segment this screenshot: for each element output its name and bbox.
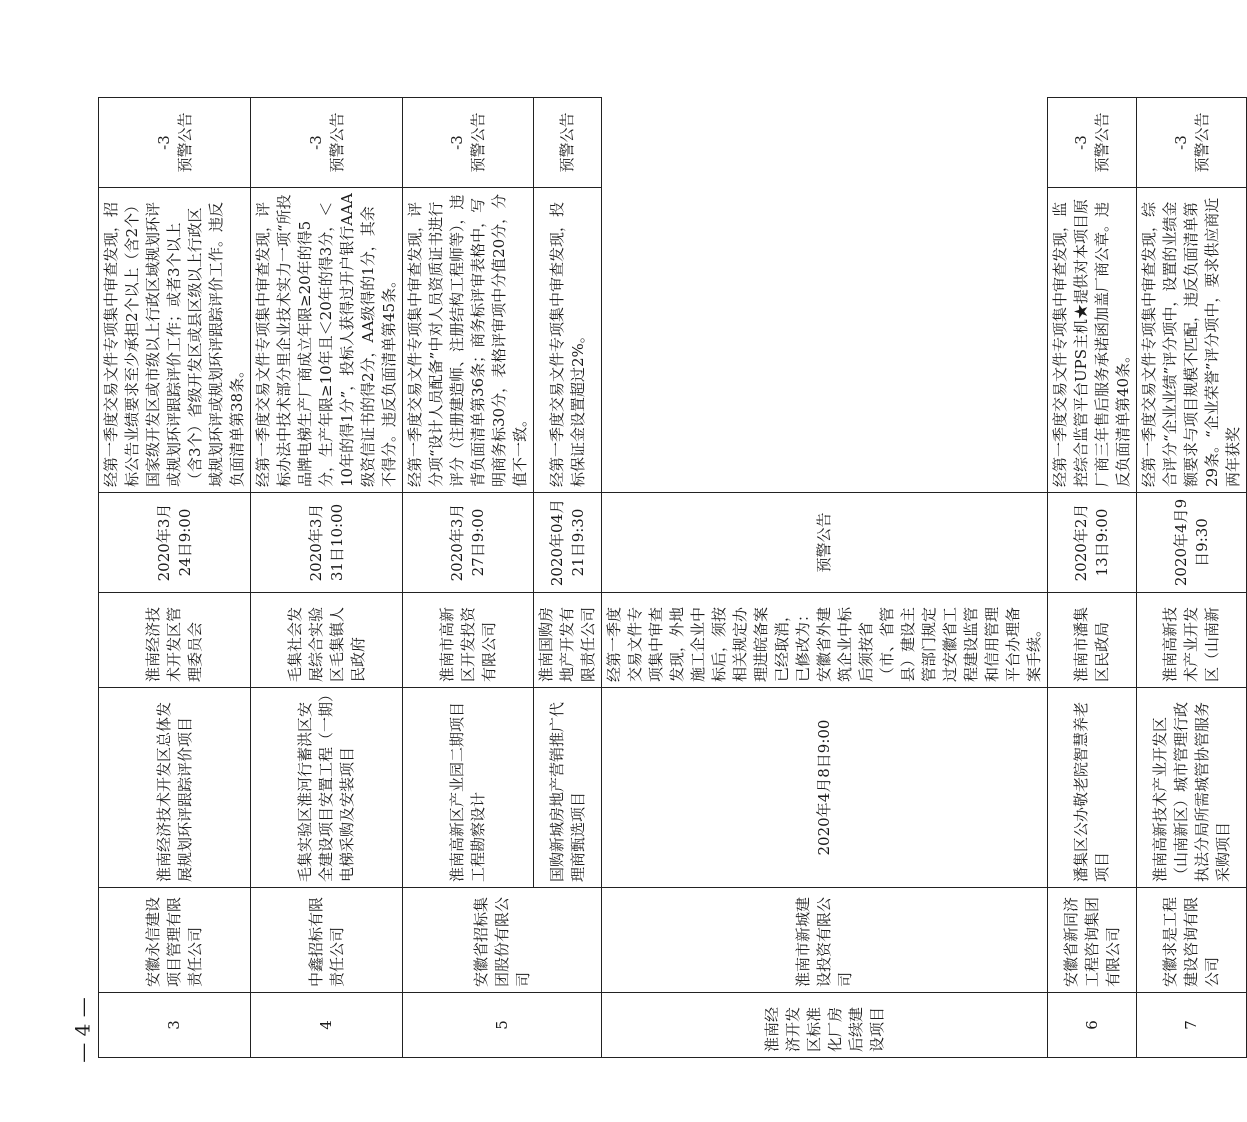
warning-table xyxy=(98,97,1247,1058)
project-owner: 淮南市新城建设投资有限公司 xyxy=(602,888,1048,993)
result-label: 预警公告 xyxy=(815,512,833,573)
result-cell xyxy=(1048,98,1137,188)
result-label: 预警公告 xyxy=(327,112,346,173)
bid-date: 2020年4月9日9:30 xyxy=(1137,493,1247,593)
table-row xyxy=(602,98,1048,1058)
bid-date: 2020年4月8日9:00 xyxy=(602,688,1048,888)
rotated-table-container xyxy=(98,98,1242,1058)
project-name: 淮南经济开发区标准化厂房后续建设项目 xyxy=(602,993,1048,1058)
result-label: 预警公告 xyxy=(558,112,576,173)
issue-description: 经第一季度交易文件专项集中审查发现，综合评分“企业业绩”评分项中，设置的业绩金额要求与项目规模不匹配，违反负面清单第29条。“企业荣誉”评分项中，要求供应商近两年获奖 xyxy=(1137,188,1247,493)
project-owner: 淮南市高新区开发投资有限公司 xyxy=(403,593,534,688)
result-label: 预警公告 xyxy=(1093,112,1111,173)
project-name: 淮南经济技术开发区总体发展规划环评跟踪评价项目 xyxy=(99,688,251,888)
row-number: 7 xyxy=(1137,993,1247,1058)
result-cell xyxy=(99,98,251,188)
score-value: -3 xyxy=(1072,135,1090,150)
result-cell xyxy=(403,98,534,188)
result-label: 预警公告 xyxy=(175,112,194,173)
result-cell xyxy=(534,98,602,188)
bid-date: 2020年3月27日9:00 xyxy=(403,493,534,593)
table-row xyxy=(99,98,251,1058)
result-cell xyxy=(1137,98,1247,188)
issue-description: 经第一季度交易文件专项集中审查发现，投标保证金设置超过2%。 xyxy=(534,188,602,493)
row-number: 5 xyxy=(403,993,602,1058)
score-value: -3 xyxy=(306,135,325,150)
issue-description: 经第一季度交易文件专项集中审查发现，评分项“设计人员配备”中对人员资质证书进行评分（注册建造师、注册结构工程师等），违背负面清单第36条；商务标评审表格中，写明商务标30分，表格评审项中分值20分，分值不一致。 xyxy=(403,188,534,493)
bid-date: 2020年2月13日9:00 xyxy=(1048,493,1137,593)
bid-date: 2020年04月21日9:30 xyxy=(534,493,602,593)
project-name: 淮南高新技术产业开发区（山南新区）城市管理行政执法分局所需城管协管服务采购项目 xyxy=(1137,688,1247,888)
project-owner: 淮南国购房地产开发有限责任公司 xyxy=(534,593,602,688)
result-cell xyxy=(602,493,1048,593)
issue-description: 经第一季度交易文件专项集中审查发现，招标公告业绩要求至少承担2个以上（含2个）国家级开发区或市级以上行政区域规划环评或规划环评跟踪评价工作；或者3个以上（含3个）省级开发区或县区级以上行政区域规划环评或规划环评跟踪评价工作。违反负面清单第38条。 xyxy=(99,188,251,493)
result-label: 预警公告 xyxy=(1192,112,1211,173)
page-number xyxy=(68,985,98,1075)
bid-date: 2020年3月24日9:00 xyxy=(99,493,251,593)
agency-name: 安徽省新同济工程咨询集团有限公司 xyxy=(1048,888,1137,993)
row-number: 4 xyxy=(251,993,403,1058)
bid-date: 2020年3月31日10:00 xyxy=(251,493,403,593)
table-row xyxy=(1137,98,1247,1058)
project-owner: 毛集社会发展综合实验区毛集镇人民政府 xyxy=(251,593,403,688)
table-row xyxy=(1048,98,1137,1058)
score-value: -3 xyxy=(154,135,173,150)
result-cell xyxy=(251,98,403,188)
agency-name: 中鑫招标有限责任公司 xyxy=(251,888,403,993)
project-name: 潘集区公办敬老院智慧养老项目 xyxy=(1048,688,1137,888)
issue-description: 经第一季度交易文件专项集中审查发现，外地施工企业中标后，须按相关规定办理进皖备案已经取消，已修改为：安徽省外建筑企业中标后须按省（市、省管县）建设主管部门规定过安徽省工程建设监管和信用管理平台办理备案手续。 xyxy=(602,593,1048,688)
project-owner: 淮南市潘集区民政局 xyxy=(1048,593,1137,688)
table-row xyxy=(403,98,534,1058)
page-number-text: — 4 — xyxy=(71,997,96,1063)
project-owner: 淮南经济技术开发区管理委员会 xyxy=(99,593,251,688)
score-value: -3 xyxy=(448,135,466,150)
score-value: -3 xyxy=(1171,135,1190,150)
result-label: 预警公告 xyxy=(469,112,487,173)
agency-name: 安徽永信建设项目管理有限责任公司 xyxy=(99,888,251,993)
agency-name: 安徽求是工程建设咨询有限公司 xyxy=(1137,888,1247,993)
project-name: 淮南高新区产业园二期项目工程勘察设计 xyxy=(403,688,534,888)
issue-description: 经第一季度交易文件专项集中审查发现，监控综合监管平台UPS主机★提供对本项目原厂商三年售后服务承诺函加盖厂商公章。违反负面清单第40条。 xyxy=(1048,188,1137,493)
project-name: 毛集实验区淮河行蓄洪区安全建设项目安置工程（一期）电梯采购及安装项目 xyxy=(251,688,403,888)
project-owner: 淮南高新技术产业开发区（山南新 xyxy=(1137,593,1247,688)
row-number: 3 xyxy=(99,993,251,1058)
table-row xyxy=(251,98,403,1058)
agency-name: 安徽省招标集团股份有限公司 xyxy=(403,888,602,993)
project-name: 国购新城房地产营销推广代理商甄选项目 xyxy=(534,688,602,888)
row-number: 6 xyxy=(1048,993,1137,1058)
issue-description: 经第一季度交易文件专项集中审查发现，评标办法中技术部分里企业技术实力一项“所投品牌电梯生产厂商成立年限≥20年的得5分，生产年限≥10年且＜20年的得3分，＜10年的得1分”，投标人获得过开户银行AAA级资信证书的得2分，AA级得的1分，其余不得分。违反负面清单第45条。 xyxy=(251,188,403,493)
